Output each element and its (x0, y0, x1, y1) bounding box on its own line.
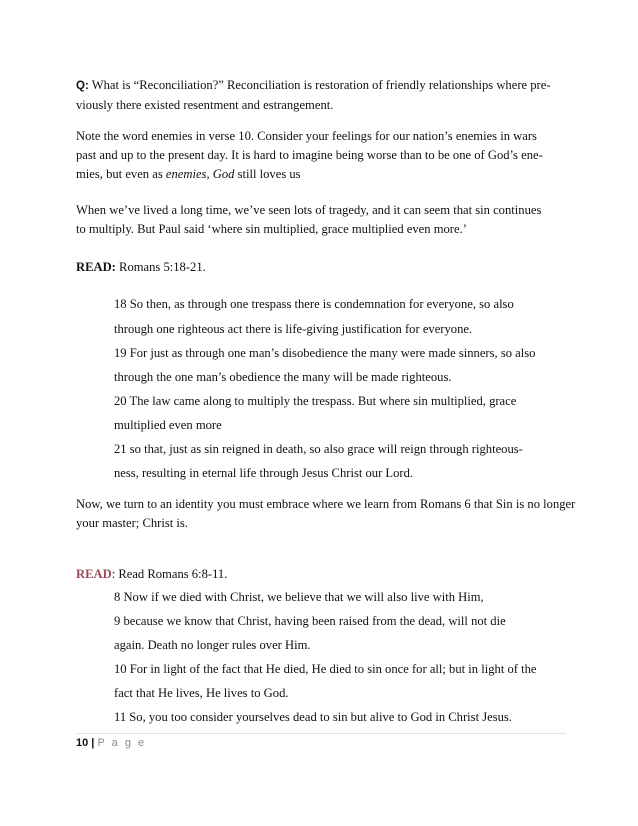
verse-line: through one righteous act there is life-giving justification for everyone. (114, 322, 473, 336)
verse-line: 10 For in light of the fact that He died, He died to sin once for all; but in light of the (114, 662, 537, 676)
note-line-1: Note the word enemies in verse 10. Consider your feelings for our nation’s enemies in wars (76, 129, 537, 143)
read-ref-1: Romans 5:18-21. (115, 260, 206, 274)
verse-line: through the one man’s obedience the many will be made righteous. (114, 370, 452, 384)
note-line-3-italic: enemies, God (165, 167, 235, 181)
read-label-2: READ (76, 567, 112, 581)
verse-line: 11 So, you too consider yourselves dead to sin but alive to God in Christ Jesus. (114, 710, 512, 724)
question-line-2: viously there existed resentment and estrangement. (76, 98, 334, 112)
footer-separator: | (88, 737, 98, 749)
identity-line-1: Now, we turn to an identity you must embrace where we learn from Romans 6 that Sin is no longer (76, 497, 576, 511)
verse-line: 9 because we know that Christ, having been raised from the dead, will not die (114, 614, 506, 628)
verse-line: multiplied even more (114, 418, 222, 432)
question-line-1: What is “Reconciliation?” Reconciliation is restoration of friendly relationships where pre- (88, 78, 551, 92)
page-number: 10 (76, 737, 89, 749)
verse-line: again. Death no longer rules over Him. (114, 638, 311, 652)
identity-paragraph (76, 495, 576, 533)
page-footer (76, 737, 146, 749)
read-ref-2: : Read Romans 6:8-11. (111, 567, 228, 581)
verse-line: 18 So then, as through one trespass there is condemnation for everyone, so also (114, 297, 514, 311)
verse-line: 21 so that, just as sin reigned in death, so also grace will reign through righteous- (114, 442, 523, 456)
read-heading-2 (76, 565, 566, 584)
question-paragraph (76, 76, 566, 115)
read-label-1: READ: (76, 260, 116, 274)
note-line-3-end: still loves us (234, 167, 301, 181)
footer-divider (76, 733, 566, 734)
identity-line-2: your master; Christ is. (76, 516, 188, 530)
tragedy-paragraph (76, 201, 566, 239)
note-line-2: past and up to the present day. It is hard to imagine being worse than to be one of God’s ene- (76, 148, 543, 162)
note-line-3-start: mies, but even as (76, 167, 166, 181)
tragedy-line-2: to multiply. But Paul said ‘where sin multiplied, grace multiplied even more.’ (76, 222, 467, 236)
verse-line: fact that He lives, He lives to God. (114, 686, 289, 700)
tragedy-line-1: When we’ve lived a long time, we’ve seen lots of tragedy, and it can seem that sin continues (76, 203, 542, 217)
page-word: P a g e (97, 737, 147, 749)
note-paragraph (76, 127, 566, 184)
read-heading-1 (76, 258, 566, 277)
verse-line: 8 Now if we died with Christ, we believe that we will also live with Him, (114, 590, 484, 604)
verse-line: 19 For just as through one man’s disobedience the many were made sinners, so also (114, 346, 536, 360)
verse-line: ness, resulting in eternal life through Jesus Christ our Lord. (114, 466, 414, 480)
verse-line: 20 The law came along to multiply the trespass. But where sin multiplied, grace (114, 394, 517, 408)
question-label: Q: (76, 80, 89, 92)
